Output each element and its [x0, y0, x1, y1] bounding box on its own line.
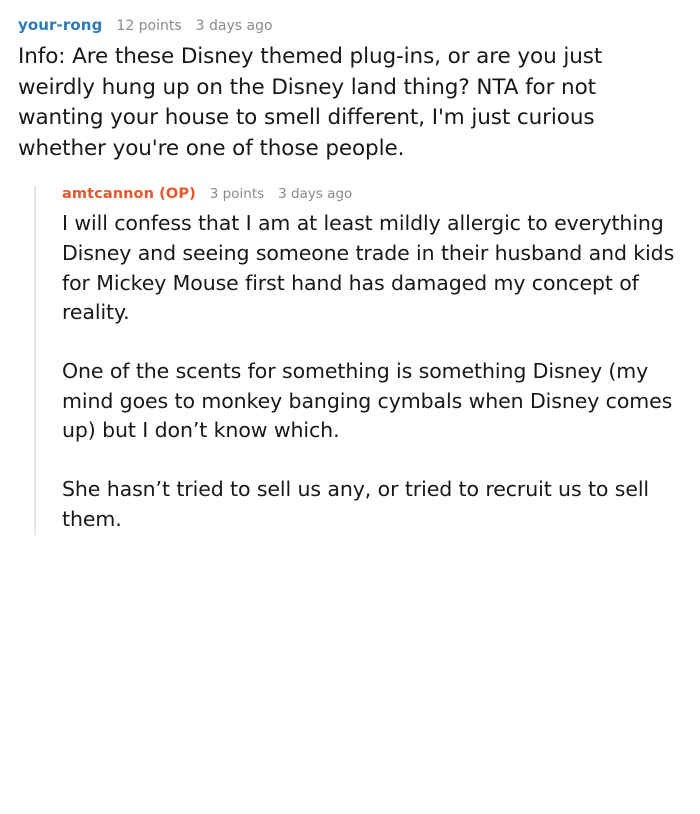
comment-timestamp: 3 days ago	[195, 18, 273, 34]
reply-score: 3 points	[209, 186, 265, 203]
reply-paragraph: One of the scents for something is something Disney (my mind goes to monkey banging cymbals when Disney comes up) but I don’t know which.	[62, 358, 673, 443]
comment	[18, 16, 686, 535]
reply-paragraph: I will confess that I am at least mildly allergic to everything Disney and seeing someone trade in their husband and kids for Mickey Mouse first hand has damaged my concept of reality.	[62, 211, 675, 325]
comment-paragraph: Info: Are these Disney themed plug-ins, or are you just weirdly hung up on the Disney land thing? NTA for not wanting your house to smell different, I'm just curious whether you're one of those people.	[18, 44, 603, 161]
comment-meta	[18, 16, 678, 34]
reply-body	[62, 209, 678, 534]
reply-paragraph: She hasn’t tried to sell us any, or tried to recruit us to sell them.	[62, 477, 650, 531]
reply-author[interactable]: amtcannon (OP)	[62, 186, 196, 203]
comment-body	[18, 42, 678, 164]
reply-meta	[62, 186, 678, 202]
reply-timestamp: 3 days ago	[278, 186, 353, 203]
comment-author[interactable]: your-rong	[18, 16, 103, 34]
reply-comment	[34, 186, 678, 534]
comment-score: 12 points	[116, 18, 182, 34]
